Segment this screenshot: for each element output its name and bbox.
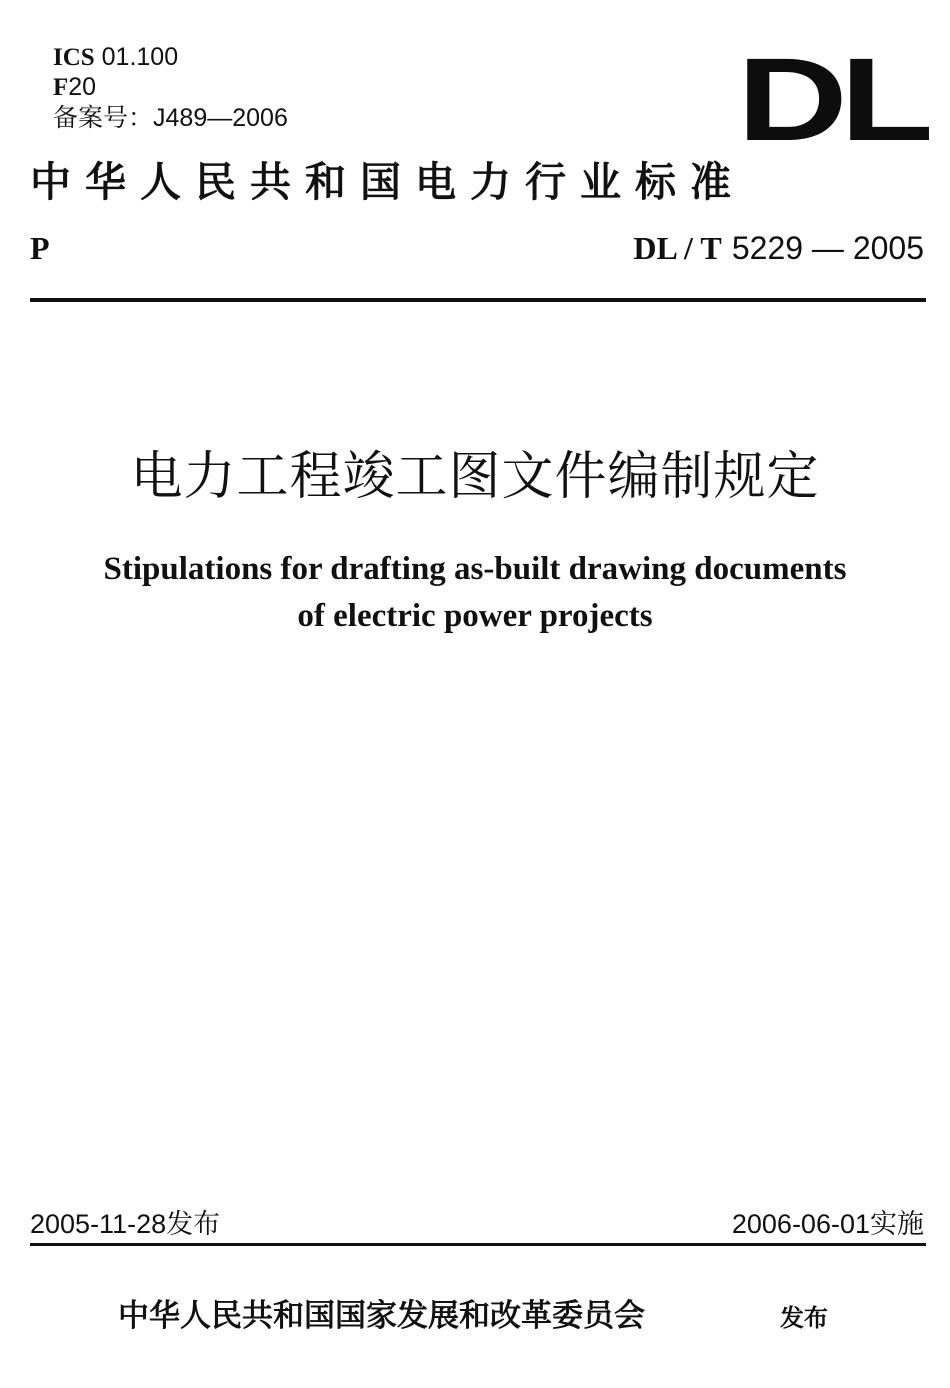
record-value: J489—2006 — [153, 104, 288, 132]
issuing-authority: 中华人民共和国电力行业标准 — [30, 158, 745, 206]
standard-code-prefix: DL / T — [633, 230, 722, 266]
ics-value: 01.100 — [101, 43, 179, 71]
title-chinese: 电力工程竣工图文件编制规定 — [130, 447, 820, 507]
dl-logo: DL — [737, 34, 926, 166]
ics-code — [53, 42, 178, 73]
ics-label: ICS — [53, 44, 95, 71]
f-code — [53, 72, 96, 103]
effective-date: 2006-06-01实施 — [731, 1209, 924, 1239]
title-english — [0, 546, 950, 640]
f-label: F — [53, 74, 69, 101]
record-label: 备案号： — [53, 104, 154, 132]
header-divider — [30, 298, 926, 302]
title-english-line-1: Stipulations for drafting as-built drawing documents — [103, 551, 847, 587]
category-letter: P — [30, 230, 50, 266]
title-english-line-2: of electric power projects — [297, 598, 653, 634]
footer-divider — [30, 1243, 926, 1246]
publisher-suffix: 发布 — [780, 1304, 828, 1332]
standard-code-number: 5229 — 2005 — [731, 230, 924, 266]
publisher-name: 中华人民共和国国家发展和改革委员会 — [118, 1298, 645, 1334]
issue-date: 2005-11-28发布 — [30, 1209, 221, 1239]
standard-code — [633, 228, 924, 268]
f-value: 20 — [68, 73, 97, 101]
record-number — [53, 103, 288, 133]
